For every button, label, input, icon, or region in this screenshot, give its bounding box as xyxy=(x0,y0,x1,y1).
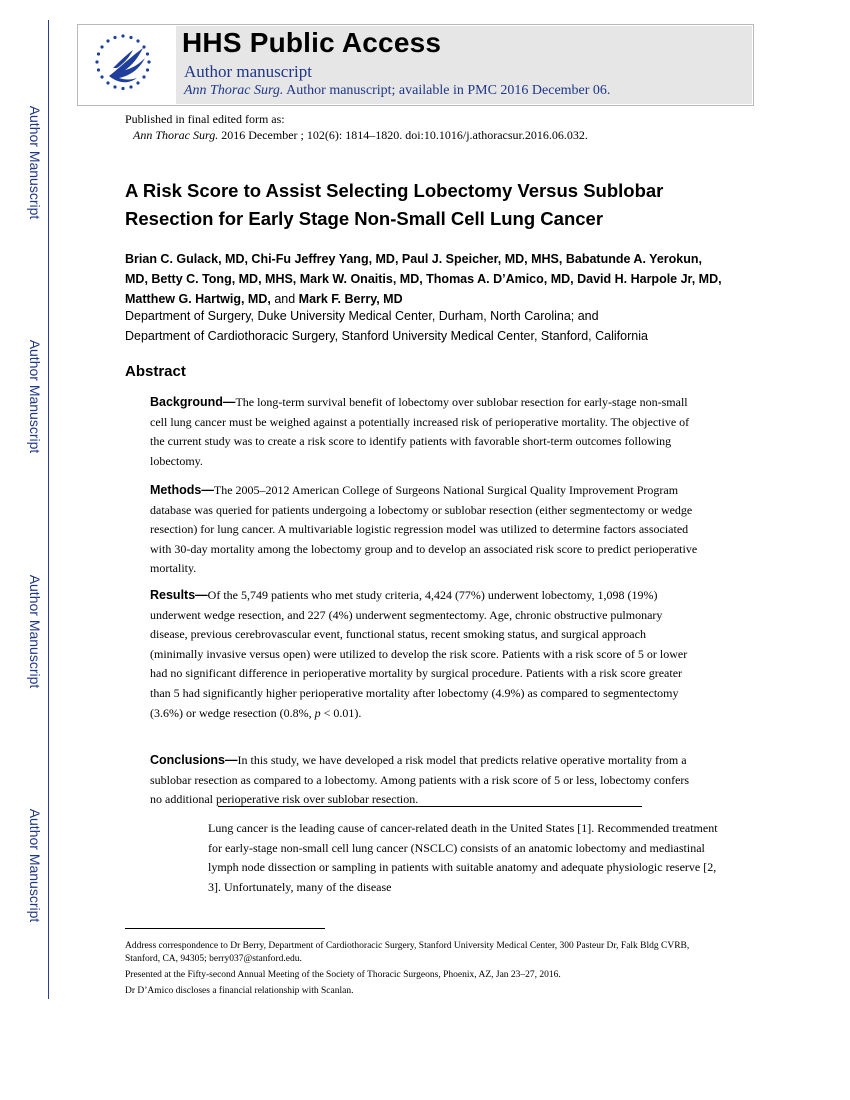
abstract-conclusions: Conclusions—In this study, we have developed a risk model that predicts relative operative mortality from a sublobar resection as compared to a lobectomy. Among patients with a risk score of 5 or less, lobectomy confers no additional perioperative risk over sublobar resection. xyxy=(150,753,690,807)
footnote-disclosure: Dr D’Amico discloses a financial relationship with Scanlan. xyxy=(125,986,354,996)
author-list: Brian C. Gulack, MD, Chi-Fu Jeffrey Yang, MD, Paul J. Speicher, MD, MHS, Babatunde A. Yerokun, MD, Betty C. Tong, MD, MHS, Mark W. Onaitis, MD, Thomas A. D’Amico, MD, David H. Harpole Jr, MD, Matthew G. Hartwig, MD, and Mark F. Berry, MD xyxy=(125,252,722,306)
author-manuscript-label: Author manuscript xyxy=(184,62,312,81)
abstract-background: Background—The long-term survival benefit of lobectomy over sublobar resection for early-stage non-small cell lung cancer must be weighed against a potentially increased risk of perioperative mortality. The objective of the current study was to create a risk score to identify patients with favorable short-term outcomes following lobectomy. xyxy=(150,395,690,468)
abstract-results: Results—Of the 5,749 patients who met study criteria, 4,424 (77%) underwent lobectomy, 1,098 (19%) underwent wedge resection, and 227 (4%) underwent segmentectomy. Age, chronic obstructive pulmonary disease, previous cerebrovascular event, functional status, recent smoking status, and surgical approach (minimally invasive versus open) were utilized to develop the risk score. Patients with a risk score of 5 or lower had no significant difference in perioperative mortality by surgical procedure. Patients with a risk score greater than 5 had significantly higher perioperative mortality after lobectomy (4.9%) as compared to segmentectomy (3.6%) or wedge resection (0.8%, p < 0.01). xyxy=(150,588,688,720)
side-rule xyxy=(48,20,49,999)
published-citation: Published in final edited form as: Ann Thorac Surg. 2016 December ; 102(6): 1814–1820. doi:10.1016/j.athoracsur.2016.06.032. xyxy=(125,112,588,142)
side-label: Author Manuscript xyxy=(27,339,43,454)
footnotes xyxy=(125,940,725,1001)
side-label: Author Manuscript xyxy=(27,105,43,220)
footnote-rule xyxy=(125,928,325,929)
side-label: Author Manuscript xyxy=(27,574,43,689)
footnote-presented: Presented at the Fifty-second Annual Meeting of the Society of Thoracic Surgeons, Phoenix, AZ, Jan 23–27, 2016. xyxy=(125,970,561,980)
hhs-eagle-logo-icon xyxy=(79,26,167,104)
availability-line: Ann Thorac Surg. Author manuscript; available in PMC 2016 December 06. xyxy=(184,83,611,98)
hhs-header xyxy=(77,24,754,106)
article-title: A Risk Score to Assist Selecting Lobectomy Versus Sublobar Resection for Early Stage Non-Small Cell Lung Cancer xyxy=(125,180,664,229)
abstract-methods: Methods—The 2005–2012 American College of Surgeons National Surgical Quality Improvement Program database was queried for patients undergoing a lobectomy or sublobar resection (either segmentectomy or wedge resection) for lung cancer. A multivariable logistic regression model was utilized to determine factors associated with 30-day mortality among the lobectomy group and to develop an associated risk score to predict perioperative mortality. xyxy=(150,483,698,576)
hhs-title: HHS Public Access xyxy=(182,27,442,58)
abstract-heading: Abstract xyxy=(125,363,186,380)
abstract-end-rule xyxy=(218,806,642,807)
affiliations: Department of Surgery, Duke University Medical Center, Durham, North Carolina; and Department of Cardiothoracic Surgery, Stanford University Medical Center, Stanford, California xyxy=(125,309,648,343)
side-label: Author Manuscript xyxy=(27,808,43,923)
intro-paragraph: Lung cancer is the leading cause of cancer-related death in the United States [1]. Recommended treatment for early-stage non-small cell lung cancer (NSCLC) consists of an anatomic lobectomy and mediastinal lymph node dissection or sampling in patients with suitable anatomy and adequate physiologic reserve [2, 3]. Unfortunately, many of the disease xyxy=(208,821,718,894)
footnote-correspondence: Address correspondence to Dr Berry, Department of Cardiothoracic Surgery, Stanford University Medical Center, 300 Pasteur Dr, Falk Bldg CVRB, Stanford, CA, 94305; berry037@stanford.edu. xyxy=(125,941,690,964)
